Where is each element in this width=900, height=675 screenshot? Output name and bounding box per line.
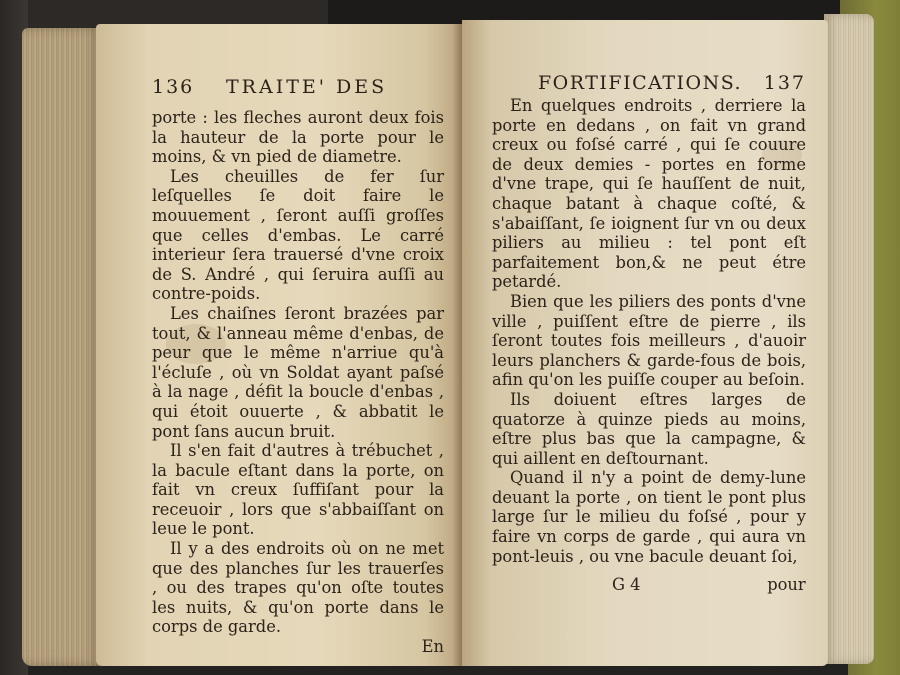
paragraph: Il s'en fait d'autres à trébuchet , la bacule eſtant dans la porte, on fait vn creux ſuffiſant pour la receuoir , lors que s'abbaiſſant on leue le pont. [152, 441, 444, 539]
paragraph: Ils doiuent eſtres larges de quatorze à quinze pieds au moins, eſtre plus bas que la campagne, & qui aillent en deſtournant. [492, 389, 806, 468]
right-page [462, 20, 828, 666]
right-page-footer [612, 575, 806, 594]
left-page-number: 136 [152, 76, 195, 98]
paragraph: En quelques endroits , derriere la porte en dedans , on fait vn grand creux ou foſsé carré , qui ſe couure de deux demies - portes en forme d'vne trape, qui ſe hauſſent de nuit, chaque batant à chaque coſté, & s'abaiſſant, ſe ioignent ſur vn ou deux piliers au milieu : tel pont eſt parfaitement bon,& ne peut étre petardé. [492, 96, 806, 292]
catchword: En [421, 637, 444, 657]
paragraph: Les chaiſnes ſeront brazées par tout, & l'anneau même d'enbas, de peur que le même n'arriue qu'à l'écluſe , où vn Soldat ayant paſsé à la nage , défit la boucle d'enbas , qui étoit ouuerte , & abbatit le pont ſans aucun bruit. [152, 303, 444, 441]
page-edges-right [824, 14, 874, 664]
left-page-header [96, 76, 462, 100]
left-page [96, 24, 462, 666]
catchword: pour [767, 575, 806, 594]
paragraph: Quand il n'y a point de demy-lune deuant la porte , on tient le pont plus large ſur le milieu du foſsé , pour y faire vn corps de garde , qui aura vn pont-leuis , ou vne bacule deuant ſoi, [492, 468, 806, 566]
right-page-text [492, 96, 806, 566]
paragraph: Bien que les piliers des ponts d'vne ville , puiſſent eſtre de pierre , ils ſeront toutes fois meilleurs , d'auoir leurs planchers & garde-fous de bois, afin qu'on les puiſſe couper au beſoin. [492, 291, 806, 390]
paragraph: porte : les fleches auront deux fois la hauteur de la porte pour le moins, & vn pied de diametre. [152, 108, 444, 167]
right-running-head: FORTIFICATIONS. [538, 72, 743, 94]
signature-mark: G 4 [612, 575, 641, 594]
left-page-text [152, 108, 444, 657]
open-book [22, 14, 874, 668]
right-page-number: 137 [763, 72, 806, 94]
right-page-header [462, 72, 828, 96]
page-edges-left [22, 28, 100, 666]
left-running-head: TRAITE' DES [226, 76, 388, 98]
paragraph: Il y a des endroits où on ne met que des planches ſur les trauerſes , ou des trapes qu'on oſte toutes les nuits, & qu'on porte dans le corps de garde. [152, 539, 444, 637]
paragraph: Les cheuilles de fer ſur leſquelles ſe doit faire le mouuement , ſeront auſſi groſſes que celles d'embas. Le carré interieur ſera trauersé d'vne croix de S. André , qui ſeruira auſſi au contre-poids. [152, 166, 444, 304]
